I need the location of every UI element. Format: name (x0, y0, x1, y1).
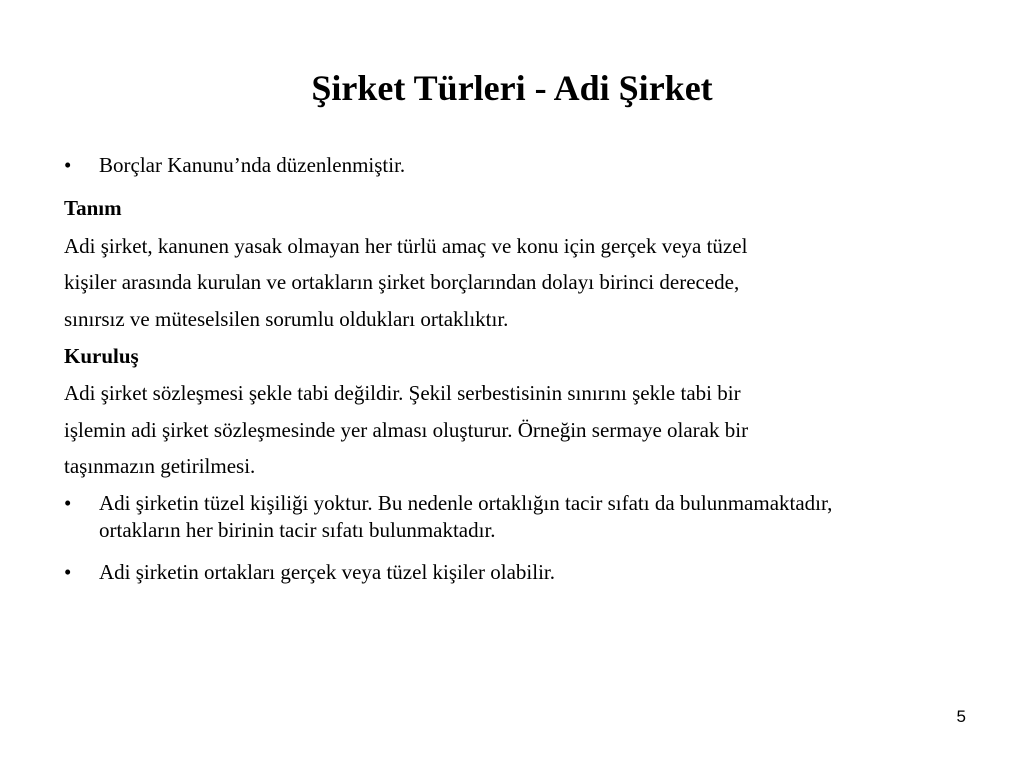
bullet-text: Borçlar Kanunu’nda düzenlenmiştir. (99, 153, 406, 177)
bullet-item-3 (64, 559, 924, 586)
tanim-line-2: kişiler arasında kurulan ve ortakların şirket borçlarından dolayı birinci derecede, (64, 270, 740, 294)
slide-title: Şirket Türleri - Adi Şirket (311, 68, 713, 108)
bullet-item-1 (64, 152, 924, 179)
tanim-line-3: sınırsız ve müteselsilen sorumlu oldukları ortaklıktır. (64, 307, 509, 331)
kurulus-line-3: taşınmazın getirilmesi. (64, 454, 256, 478)
page-number: 5 (956, 707, 966, 726)
bullet-text: Adi şirketin tüzel kişiliği yoktur. Bu nedenle ortaklığın tacir sıfatı da bulunmamaktadır, ortakların her birinin tacir sıfatı bulunmaktadır. (99, 491, 833, 542)
bullet-text: Adi şirketin ortakları gerçek veya tüzel kişiler olabilir. (99, 560, 556, 584)
tanim-line-1: Adi şirket, kanunen yasak olmayan her türlü amaç ve konu için gerçek veya tüzel (64, 234, 748, 258)
kurulus-heading: Kuruluş (64, 344, 139, 368)
bullet-marker: • (64, 560, 72, 584)
kurulus-line-2: işlemin adi şirket sözleşmesinde yer alması oluşturur. Örneğin sermaye olarak bir (64, 418, 749, 442)
bullet-marker: • (64, 153, 72, 177)
tanim-heading: Tanım (64, 196, 122, 220)
bullet-item-2 (64, 490, 924, 544)
bullet-marker: • (64, 491, 72, 515)
kurulus-line-1: Adi şirket sözleşmesi şekle tabi değildir. Şekil serbestisinin sınırını şekle tabi bir (64, 381, 741, 405)
